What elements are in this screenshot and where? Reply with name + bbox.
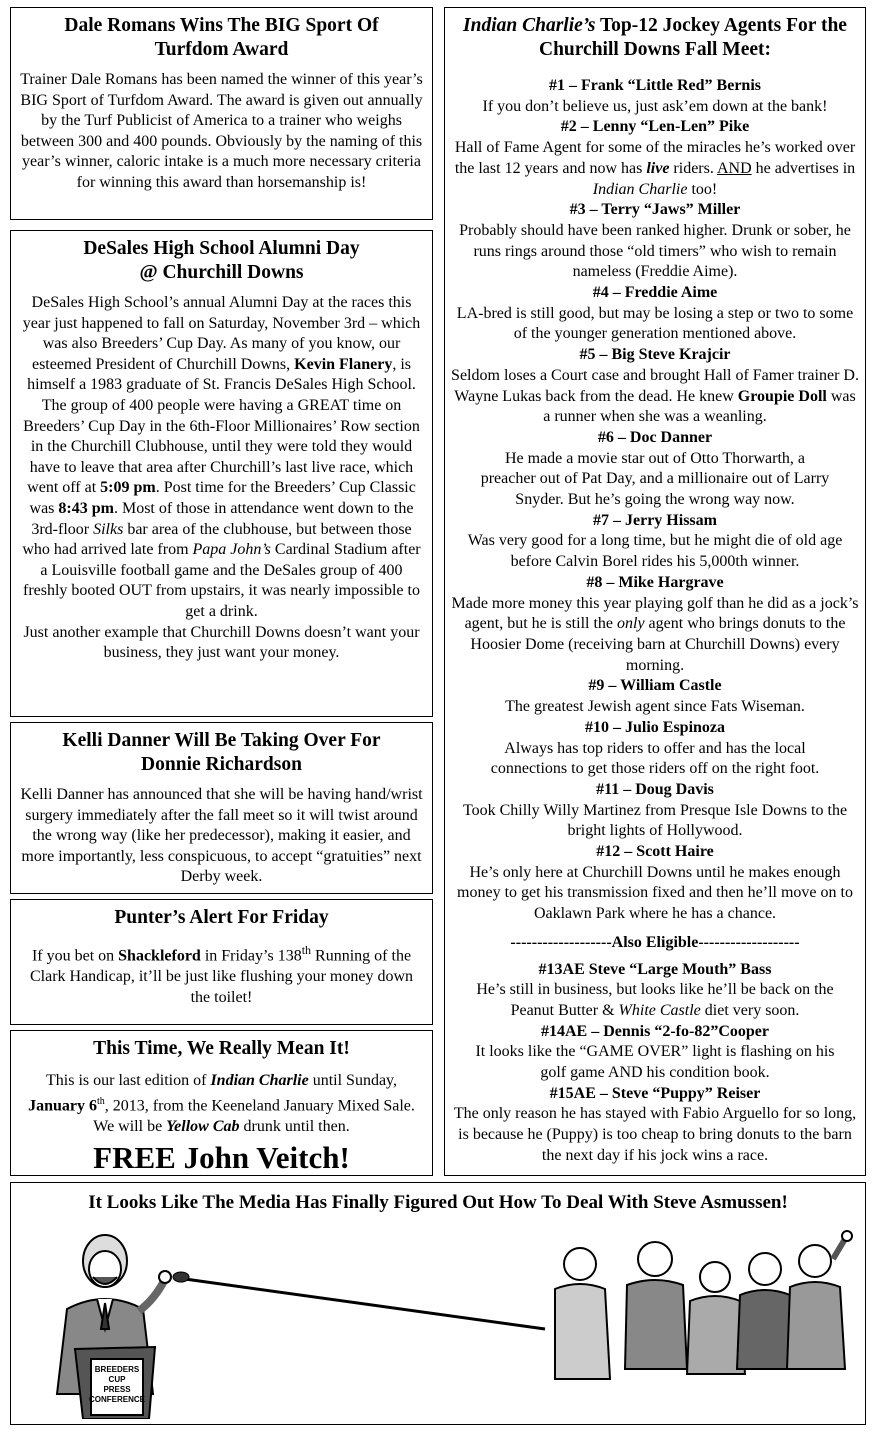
punters-alert-body: If you bet on Shackleford in Friday’s 138th Running of the Clark Handicap, it’ll be just like flushing your money down the toilet! xyxy=(29,943,414,1006)
jockey-agents-title: Indian Charlie’s Top-12 Jockey Agents For the Churchill Downs Fall Meet: xyxy=(463,15,847,60)
punters-alert-title: Punter’s Alert For Friday xyxy=(114,907,329,928)
agent-11-name: #11 – Doug Davis xyxy=(596,780,714,798)
desales-article xyxy=(10,230,433,717)
agent-3-name: #3 – Terry “Jaws” Miller xyxy=(569,201,741,219)
agent-2-desc: Hall of Fame Agent for some of the miracles he’s worked over the last 12 years and now has live riders. AND he advertises in Indian Charlie too! xyxy=(454,139,856,198)
microphone-pole xyxy=(173,1272,545,1329)
desales-para1: DeSales High School’s annual Alumni Day at the races this year just happened to fall on Saturday, November 3rd – which was also Breeders’ Cup Day. As many of you know, our esteemed President of Churchill Downs, Kevin Flanery, is himself a 1983 graduate of St. Francis DeSales High School. xyxy=(22,294,421,394)
agent-1-name: #1 – Frank “Little Red” Bernis xyxy=(549,77,761,94)
desales-para2: The group of 400 people were having a GREAT time on Breeders’ Cup Day in the 6th-Floor Millionaires’ Row section in the Churchill Clubhouse, until they were told they would have to leave that area after Churchill’s last live race, which went off at 5:09 pm. Post time for the Breeders’ Cup Classic was 8:43 pm. Most of those in attendance went down to the 3rd-floor Silks bar area of the clubhouse, but between those who had arrived late from Papa John’s Cardinal Stadium after a Louisville football game and the DeSales group of 400 freshly booted OUT from upstairs, it was nearly impossible to get a drink. xyxy=(22,396,421,620)
agent-14ae-name: #14AE – Dennis “2-fo-82”Cooper xyxy=(541,1022,769,1040)
cartoon-panel xyxy=(10,1182,866,1425)
agent-1-desc: If you don’t believe us, just ask’em down at the bank! xyxy=(482,97,828,115)
podium-line-4: CONFERENCE xyxy=(88,1395,146,1404)
dale-romans-article xyxy=(10,7,433,220)
agent-6-name: #6 – Doc Danner xyxy=(597,428,713,446)
agent-12-name: #12 – Scott Haire xyxy=(596,843,714,861)
kelli-danner-title: Kelli Danner Will Be Taking Over For Donnie Richardson xyxy=(62,730,381,775)
agent-15ae-desc: The only reason he has stayed with Fabio Arguello for so long, is because he (Puppy) is too cheap to bring donuts to the barn the next day if his jock wins a race. xyxy=(453,1105,857,1164)
desales-para3: Just another example that Churchill Downs doesn’t want your business, they just want your money. xyxy=(23,623,420,662)
agent-14ae-desc: It looks like the “GAME OVER” light is flashing on his golf game AND his condition book. xyxy=(475,1043,835,1082)
agent-11-desc: Took Chilly Willy Martinez from Presque Isle Downs to the bright lights of Hollywood. xyxy=(462,801,848,840)
podium-line-1: BREEDERS xyxy=(94,1365,140,1374)
agent-10-desc: Always has top riders to offer and has the local connections to get those riders off on the right foot. xyxy=(490,739,820,778)
podium-line-2: CUP xyxy=(108,1375,126,1384)
agent-4-desc: LA-bred is still good, but may be losing a step or two to some of the younger generation mentioned above. xyxy=(456,304,854,343)
podium-line-3: PRESS xyxy=(103,1385,131,1394)
dale-romans-title: Dale Romans Wins The BIG Sport Of Turfdom Award xyxy=(64,15,379,60)
really-mean-it-body: This is our last edition of Indian Charlie until Sunday, January 6th, 2013, from the Keeneland January Mixed Sale. We will be Yellow Cab drunk until then. xyxy=(28,1072,415,1135)
kelli-danner-article xyxy=(10,722,433,894)
really-mean-it-article xyxy=(10,1030,433,1176)
free-john-veitch-headline: FREE John Veitch! xyxy=(93,1140,350,1176)
punters-alert-article xyxy=(10,899,433,1025)
media-crowd xyxy=(555,1231,852,1379)
agent-4-name: #4 – Freddie Aime xyxy=(592,284,718,302)
really-mean-it-title: This Time, We Really Mean It! xyxy=(93,1038,350,1059)
agent-6-desc: He made a movie star out of Otto Thorwarth, a preacher out of Pat Day, and a millionaire out of Larry Snyder. But he’s going the wrong way now. xyxy=(480,449,830,509)
agent-9-name: #9 – William Castle xyxy=(588,677,722,695)
agent-7-desc: Was very good for a long time, but he might die of old age before Calvin Borel rides his 5,000th winner. xyxy=(467,532,843,571)
agent-7-name: #7 – Jerry Hissam xyxy=(593,511,717,529)
agent-13ae-name: #13AE Steve “Large Mouth” Bass xyxy=(538,960,772,978)
agent-15ae-name: #15AE – Steve “Puppy” Reiser xyxy=(549,1084,761,1102)
also-eligible-divider: -------------------Also Eligible------------------- xyxy=(510,933,800,951)
desales-title-line2: @ Churchill Downs xyxy=(139,262,304,283)
agent-5-desc: Seldom loses a Court case and brought Hall of Famer trainer D. Wayne Lukas back from the dead. He knew Groupie Doll was a runner when she was a weanling. xyxy=(451,366,859,426)
desales-title-line1: DeSales High School Alumni Day xyxy=(83,238,360,259)
agent-3-desc: Probably should have been ranked higher. Drunk or sober, he runs rings around those “old timers” who wish to remain nameless (Freddie Aime). xyxy=(459,221,851,281)
agent-12-desc: He’s only here at Churchill Downs until he makes enough money to get his transmission fixed and then he’ll move on to Oaklawn Park where he has a chance. xyxy=(457,863,853,923)
agent-2-name: #2 – Lenny “Len-Len” Pike xyxy=(560,118,750,136)
cartoon-illustration xyxy=(15,1219,861,1419)
podium xyxy=(75,1347,155,1419)
dale-romans-body: Trainer Dale Romans has been named the winner of this year’s BIG Sport of Turfdom Award. The award is given out annually by the Turf Publicist of America to a trainer who weighs between 300 and 400 pounds. Obviously by the naming of this year’s winner, caloric intake is a much more necessary criteria for winning this award than horsemanship is! xyxy=(20,71,423,191)
cartoon-title: It Looks Like The Media Has Finally Figured Out How To Deal With Steve Asmussen! xyxy=(88,1192,788,1213)
kelli-danner-body: Kelli Danner has announced that she will be having hand/wrist surgery immediately after the fall meet so it will twist around the wrong way (like her predecessor), making it easier, and more importantly, less conspicuous, to accept “gratuities” next Derby week. xyxy=(20,786,423,886)
agent-5-name: #5 – Big Steve Krajcir xyxy=(579,346,731,364)
jockey-agents-article xyxy=(444,7,866,1176)
desales-title xyxy=(19,237,424,285)
agent-8-name: #8 – Mike Hargrave xyxy=(586,573,724,591)
agent-8-desc: Made more money this year playing golf than he did as a jock’s agent, but he is still the only agent who brings donuts to the Hoosier Dome (receiving barn at Churchill Downs) every morning. xyxy=(451,594,859,674)
agent-9-desc: The greatest Jewish agent since Fats Wiseman. xyxy=(505,698,805,716)
agent-13ae-desc: He’s still in business, but looks like he’ll be back on the Peanut Butter & White Castle diet very soon. xyxy=(476,981,834,1019)
agent-10-name: #10 – Julio Espinoza xyxy=(584,718,726,736)
